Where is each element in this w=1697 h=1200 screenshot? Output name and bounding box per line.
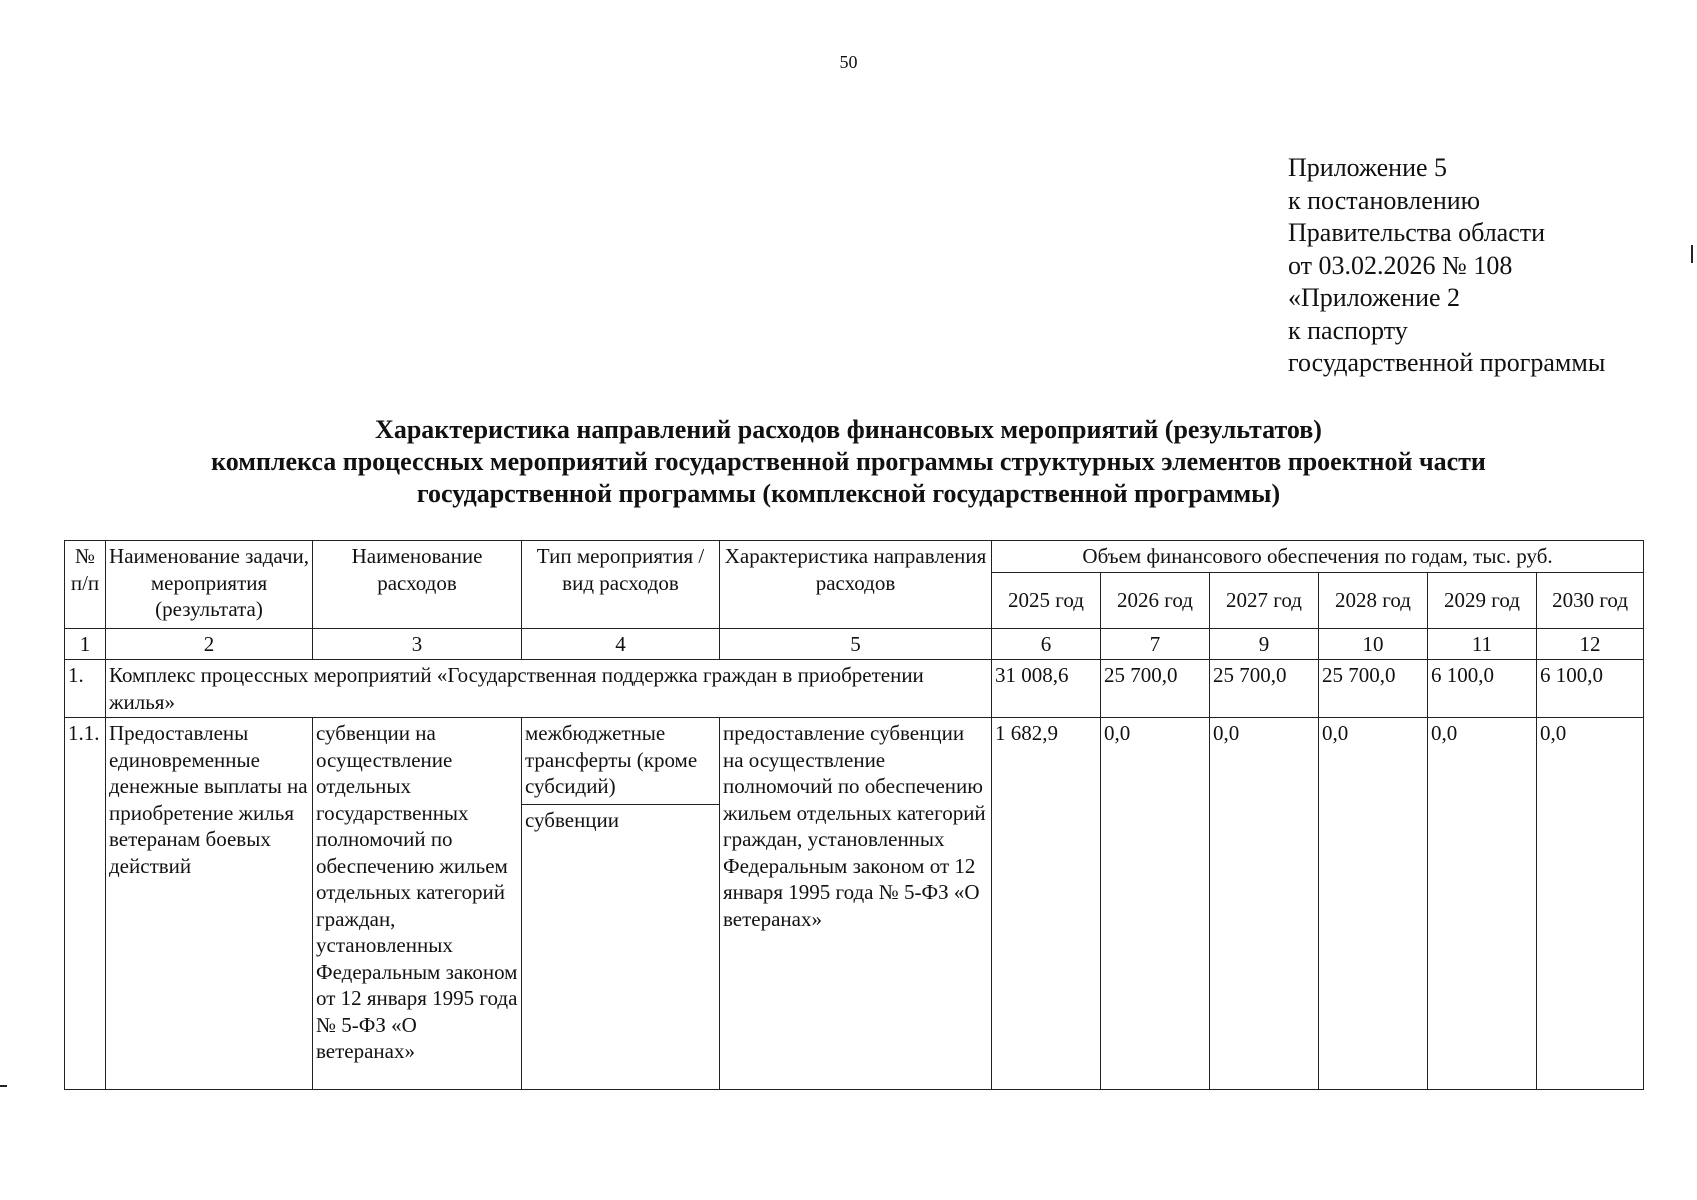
header-task-name: Наименование задачи, мероприятия (результата) (106, 541, 313, 629)
row-complex-name: Комплекс процессных мероприятий «Государственная поддержка граждан в приобретении жилья» (106, 660, 992, 718)
table-row (65, 718, 1644, 1090)
event-type-sub: субвенции (525, 808, 620, 832)
column-number: 9 (1210, 628, 1319, 660)
header-year: 2026 год (1101, 572, 1210, 628)
row-value: 25 700,0 (1319, 660, 1428, 718)
header-row (65, 541, 1644, 573)
appendix-block (1288, 152, 1605, 380)
row-num: 1. (65, 660, 106, 718)
column-number-row (65, 628, 1644, 660)
appendix-line: к постановлению (1288, 185, 1481, 215)
header-volume: Объем финансового обеспечения по годам, тыс. руб. (992, 541, 1644, 573)
row-value: 0,0 (1537, 718, 1644, 1090)
appendix-line: к паспорту (1288, 315, 1408, 345)
row-value: 1 682,9 (992, 718, 1101, 1090)
scan-edge-mark (0, 1085, 7, 1087)
column-number: 1 (65, 628, 106, 660)
column-number: 5 (720, 628, 992, 660)
appendix-line: Приложение 5 (1288, 153, 1448, 182)
header-direction: Характеристика направления расходов (720, 541, 992, 629)
column-number: 7 (1101, 628, 1210, 660)
document-title (100, 414, 1597, 510)
event-type-main: межбюджетные трансферты (кроме субсидий) (522, 718, 719, 805)
header-year: 2025 год (992, 572, 1101, 628)
header-num: № п/п (65, 541, 106, 629)
row-direction: предоставление субвенции на осуществление полномочий по обеспечению жильем отдельных категорий граждан, установленных Федеральным законом от 12 января 1995 года № 5-ФЗ «О ветеранах» (720, 718, 992, 1090)
scan-edge-mark (1691, 245, 1693, 263)
appendix-line: Правительства области (1288, 218, 1546, 247)
table-row (65, 660, 1644, 718)
column-number: 11 (1428, 628, 1537, 660)
row-value: 0,0 (1319, 718, 1428, 1090)
header-expense-name: Наименование расходов (313, 541, 522, 629)
row-value: 0,0 (1210, 718, 1319, 1090)
appendix-line: государственной программы (1288, 348, 1606, 377)
row-task-name: Предоставлены единовременные денежные выплаты на приобретение жилья ветеранам боевых действий (106, 718, 313, 1090)
title-line: Характеристика направлений расходов финансовых мероприятий (результатов) (375, 415, 1322, 444)
row-value: 31 008,6 (992, 660, 1101, 718)
column-number: 10 (1319, 628, 1428, 660)
row-event-type (522, 718, 720, 1090)
expenses-table (64, 540, 1644, 1090)
page-number: 50 (839, 52, 858, 72)
column-number: 3 (313, 628, 522, 660)
header-year: 2029 год (1428, 572, 1537, 628)
row-expense-name: субвенции на осуществление отдельных государственных полномочий по обеспечению жильем отдельных категорий граждан, установленных Федеральным законом от 12 января 1995 года № 5-ФЗ «О ветеранах» (313, 718, 522, 1090)
header-event-type: Тип мероприятия / вид расходов (522, 541, 720, 629)
appendix-line: от 03.02.2026 № 108 (1288, 250, 1513, 280)
column-number: 2 (106, 628, 313, 660)
column-number: 4 (522, 628, 720, 660)
row-num: 1.1. (65, 718, 106, 1090)
title-line: комплекса процессных мероприятий государственной программы структурных элементов проектной части (211, 447, 1486, 476)
header-year: 2028 год (1319, 572, 1428, 628)
column-number: 12 (1537, 628, 1644, 660)
row-value: 0,0 (1428, 718, 1537, 1090)
header-year: 2027 год (1210, 572, 1319, 628)
appendix-line: «Приложение 2 (1288, 283, 1461, 312)
header-year: 2030 год (1537, 572, 1644, 628)
row-value: 6 100,0 (1428, 660, 1537, 718)
row-value: 0,0 (1101, 718, 1210, 1090)
row-value: 6 100,0 (1537, 660, 1644, 718)
title-line: государственной программы (комплексной государственной программы) (416, 479, 1281, 508)
row-value: 25 700,0 (1210, 660, 1319, 718)
row-value: 25 700,0 (1101, 660, 1210, 718)
column-number: 6 (992, 628, 1101, 660)
